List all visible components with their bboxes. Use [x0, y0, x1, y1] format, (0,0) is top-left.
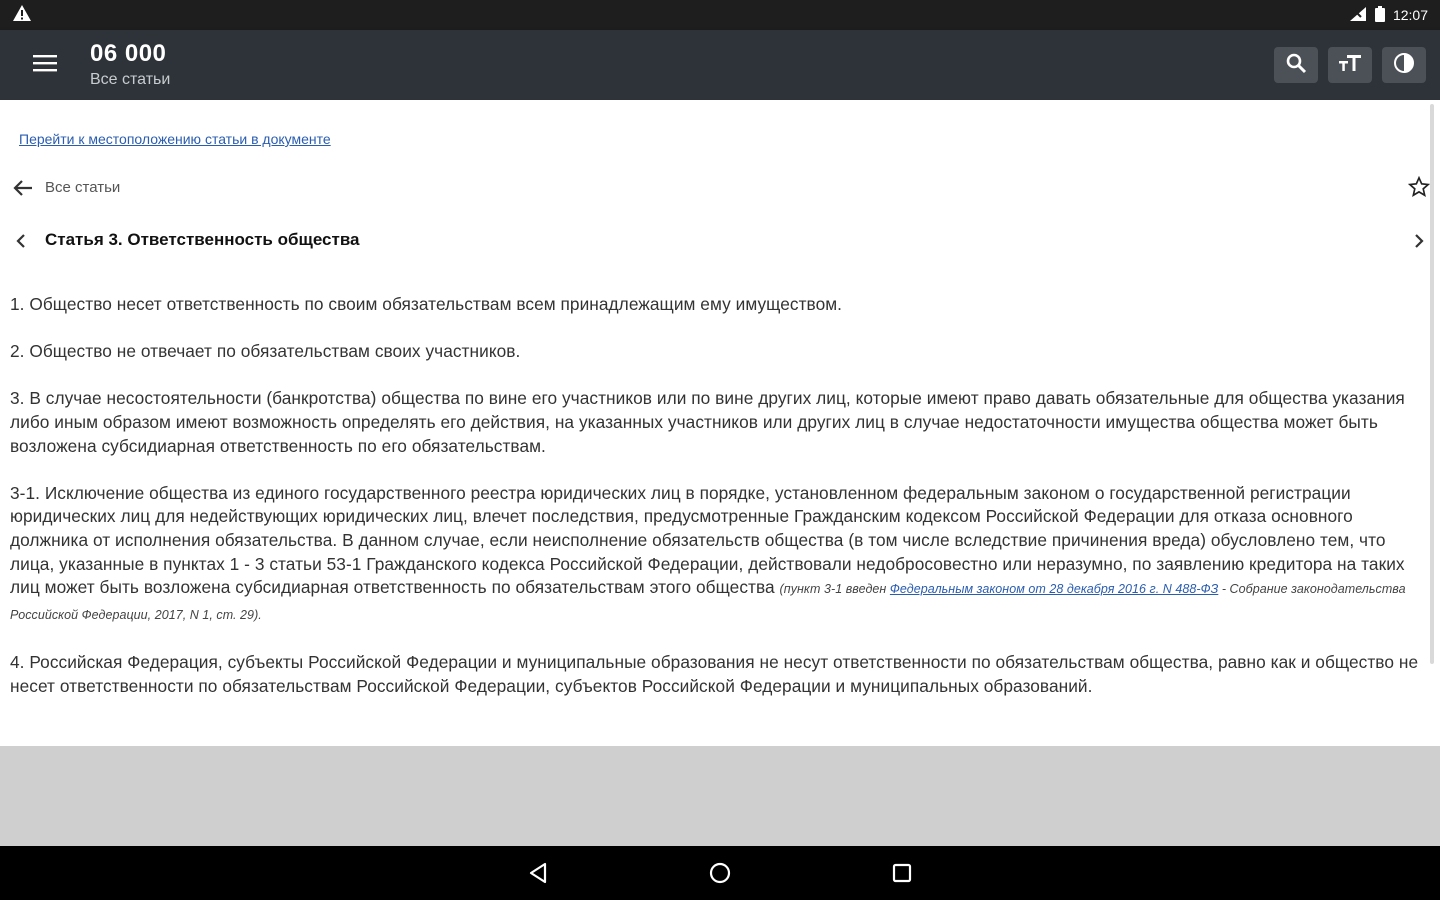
empty-area: [0, 746, 1440, 846]
article-title: Статья 3. Ответственность общества: [45, 230, 360, 249]
paragraph: [10, 482, 1420, 628]
all-articles-row: [0, 176, 1440, 200]
status-bar: [0, 0, 1440, 30]
battery-icon: [1375, 6, 1385, 25]
nav-recents-icon[interactable]: [889, 860, 915, 886]
article-body: [10, 293, 1420, 722]
menu-button[interactable]: [0, 30, 90, 100]
article-content[interactable]: [0, 100, 1440, 746]
app-bar: [0, 30, 1440, 100]
app-title: 06 000: [90, 40, 167, 67]
paragraph: 1. Общество несет ответственность по своим обязательствам всем принадлежащим ему имуществом.: [10, 294, 843, 314]
bookmark-star-icon[interactable]: [1408, 176, 1430, 203]
nav-home-icon[interactable]: [707, 860, 733, 886]
next-article-chevron-icon[interactable]: [1412, 232, 1426, 255]
all-articles-link[interactable]: Все статьи: [45, 179, 121, 196]
contrast-icon: [1393, 52, 1415, 79]
app-subtitle: Все статьи: [90, 71, 171, 88]
note-prefix: (пункт 3-1 введен: [779, 582, 890, 597]
signal-icon: [1349, 6, 1367, 25]
note-suffix: - Собрание законодательства Российской Федерации, 2017, N 1, ст. 29).: [10, 582, 1406, 622]
warning-icon: [12, 4, 32, 27]
document-location-link[interactable]: Перейти к местоположению статьи в документе: [19, 131, 331, 147]
text-size-icon: [1338, 53, 1362, 78]
paragraph: 2. Общество не отвечает по обязательствам своих участников.: [10, 341, 521, 362]
search-button[interactable]: [1274, 47, 1318, 83]
article-header: [0, 228, 1440, 254]
contrast-button[interactable]: [1382, 47, 1426, 83]
paragraph: 3. В случае несостоятельности (банкротства) общества по вине его участников или по вине других лиц, которые имеют право давать обязательные для общества указания либо иным образом имеют возможность определять его действия, на указанных участников или других лиц в случае недостаточности имущества общества может быть возложена субсидиарная ответственность по его обязательствам.: [10, 388, 1405, 456]
menu-icon: [33, 54, 57, 77]
clock: 12:07: [1392, 7, 1428, 23]
paragraph-text: 3-1. Исключение общества из единого государственного реестра юридических лиц в порядке, установленном федеральным законом о государственной регистрации юридических лиц для недействующих юридических лиц, влечет последствия, предусмотренные Гражданским кодексом Российской Федерации для отказа основного должника от исполнения обязательства. В данном случае, если неисполнение обязательств общества (в том числе вследствие причинения вреда) обусловлено тем, что лица, указанные в пунктах 1 - 3 статьи 53-1 Гражданского кодекса Российской Федерации, действовали недобросовестно или неразумно, по заявлению кредитора на таких лиц может быть возложена субсидиарная ответственность по обязательствам этого общества: [10, 482, 1405, 598]
search-icon: [1285, 52, 1307, 79]
previous-article-chevron-icon[interactable]: [14, 232, 28, 255]
federal-law-link[interactable]: Федеральным законом от 28 декабря 2016 г. N 488-ФЗ: [889, 582, 1219, 597]
system-navigation-bar: [0, 846, 1440, 900]
paragraph: 4. Российская Федерация, субъекты Российской Федерации и муниципальные образования не несут ответственности по обязательствам общества, равно как и общество не несет ответственности по обязательствам Российской Федерации, субъектов Российской Федерации и муниципальных образований.: [10, 651, 1419, 696]
nav-back-icon[interactable]: [526, 860, 552, 886]
back-arrow-icon[interactable]: [12, 178, 34, 203]
text-size-button[interactable]: [1328, 47, 1372, 83]
